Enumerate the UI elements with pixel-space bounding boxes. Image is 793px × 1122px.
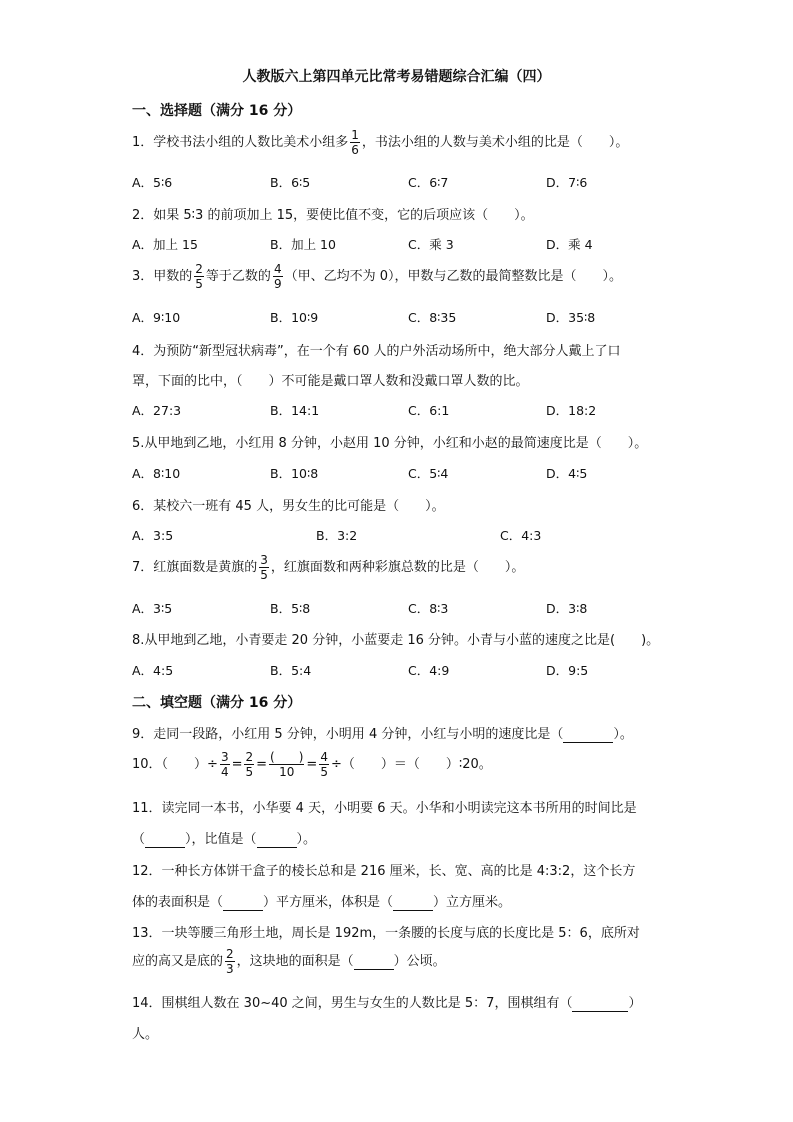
question-14-line-1: 14．围棋组人数在 30~40 之间，男生与女生的人数比是 5：7，围棋组有（ ） bbox=[132, 996, 642, 1011]
question-2-options bbox=[132, 235, 692, 253]
option-c[interactable]: C．4:9 bbox=[408, 663, 450, 678]
option-a[interactable]: A．9∶10 bbox=[132, 310, 181, 325]
page-title: 人教版六上第四单元比常考易错题综合汇编（四） bbox=[242, 69, 551, 85]
fraction: $\frac{4}{5}$ bbox=[320, 750, 328, 779]
option-d[interactable]: D．3∶8 bbox=[546, 601, 588, 616]
question-11-line-2: （ ），比值是（ ）。 bbox=[132, 832, 317, 847]
question-3-options bbox=[132, 308, 692, 326]
option-b[interactable]: B．14:1 bbox=[270, 403, 320, 418]
option-a[interactable]: A．8∶10 bbox=[132, 466, 181, 481]
option-c[interactable]: C．4:3 bbox=[500, 528, 542, 543]
option-d[interactable]: D．乘 4 bbox=[546, 237, 593, 252]
question-1-options bbox=[132, 173, 692, 191]
option-c[interactable]: C．6∶7 bbox=[408, 175, 449, 190]
question-10: 10．（ ）÷ $\frac{3}{4}$ = $\frac{2}{5}$ = $\frac{( )}{10}$ = $\frac{4}{5}$ ÷（ ）＝（ ）∶20。 bbox=[132, 750, 492, 779]
question-2: 2．如果 5∶3 的前项加上 15，要使比值不变，它的后项应该（ ）。 bbox=[132, 208, 534, 223]
answer-blank[interactable] bbox=[145, 832, 185, 848]
option-d[interactable]: D．4∶5 bbox=[546, 466, 588, 481]
question-8: 8.从甲地到乙地，小青要走 20 分钟，小蓝要走 16 分钟。小青与小蓝的速度之比是( )。 bbox=[132, 633, 660, 648]
section-choice-heading: 一、选择题（满分 16 分） bbox=[132, 103, 302, 119]
fraction: $\frac{4}{9}$ bbox=[273, 262, 282, 291]
section-fill-heading: 二、填空题（满分 16 分） bbox=[132, 695, 302, 711]
answer-blank[interactable] bbox=[393, 895, 433, 911]
question-1 bbox=[132, 128, 628, 157]
answer-blank[interactable] bbox=[572, 996, 628, 1012]
question-9: 9．走同一段路，小红用 5 分钟，小明用 4 分钟，小红与小明的速度比是（ ）。 bbox=[132, 727, 633, 742]
option-c[interactable]: C．8∶3 bbox=[408, 601, 449, 616]
option-c[interactable]: C．乘 3 bbox=[408, 237, 454, 252]
fraction: $\frac{2}{5}$ bbox=[195, 262, 203, 291]
question-5-options bbox=[132, 464, 692, 482]
question-13-line-2: 应的高又是底的 $\frac{2}{3}$ ，这块地的面积是（ ）公顷。 bbox=[132, 947, 446, 976]
answer-blank[interactable] bbox=[354, 954, 394, 970]
question-12-line-1: 12．一种长方体饼干盒子的棱长总和是 216 厘米，长、宽、高的比是 4:3:2，这个长方 bbox=[132, 864, 636, 879]
option-a[interactable]: A．3∶5 bbox=[132, 601, 173, 616]
option-b[interactable]: B．6∶5 bbox=[270, 175, 311, 190]
option-b[interactable]: B．3:2 bbox=[316, 528, 358, 543]
option-b[interactable]: B．10∶8 bbox=[270, 466, 319, 481]
option-c[interactable]: C．6:1 bbox=[408, 403, 450, 418]
fraction: $\frac{3}{5}$ bbox=[260, 553, 268, 582]
fraction: $\frac{1}{6}$ bbox=[351, 128, 359, 157]
question-6: 6．某校六一班有 45 人，男女生的比可能是（ ）。 bbox=[132, 499, 445, 514]
question-1-text: 1．学校书法小组的人数比美术小组多 bbox=[132, 135, 349, 150]
question-6-options bbox=[132, 526, 692, 544]
question-12-line-2: 体的表面积是（ ）平方厘米，体积是（ ）立方厘米。 bbox=[132, 895, 512, 910]
option-a[interactable]: A．3:5 bbox=[132, 528, 174, 543]
question-8-options bbox=[132, 661, 692, 679]
question-7-options bbox=[132, 599, 692, 617]
option-d[interactable]: D．35∶8 bbox=[546, 310, 596, 325]
question-11-line-1: 11．读完同一本书，小华要 4 天，小明要 6 天。小华和小明读完这本书所用的时间比是 bbox=[132, 801, 637, 816]
question-7: 7．红旗面数是黄旗的 $\frac{3}{5}$ ，红旗面数和两种彩旗总数的比是（ ）。 bbox=[132, 553, 525, 582]
option-c[interactable]: C．8∶35 bbox=[408, 310, 457, 325]
option-a[interactable]: A．27:3 bbox=[132, 403, 182, 418]
fraction: $\frac{3}{4}$ bbox=[220, 750, 229, 779]
question-1-text-end: ，书法小组的人数与美术小组的比是（ ）。 bbox=[361, 135, 629, 150]
option-d[interactable]: D．18:2 bbox=[546, 403, 597, 418]
fraction: $\frac{2}{5}$ bbox=[245, 750, 254, 779]
question-4-line-2: 罩，下面的比中，（ ）不可能是戴口罩人数和没戴口罩人数的比。 bbox=[132, 374, 529, 389]
question-14-line-2: 人。 bbox=[132, 1027, 159, 1042]
question-3: 3．甲数的 $\frac{2}{5}$ 等于乙数的 $\frac{4}{9}$ （甲、乙均不为 0），甲数与乙数的最简整数比是（ ）。 bbox=[132, 262, 622, 291]
answer-blank[interactable] bbox=[563, 727, 613, 743]
option-a[interactable]: A．4:5 bbox=[132, 663, 174, 678]
question-5: 5.从甲地到乙地，小红用 8 分钟，小赵用 10 分钟，小红和小赵的最简速度比是（ ）。 bbox=[132, 436, 648, 451]
option-b[interactable]: B．5:4 bbox=[270, 663, 312, 678]
option-b[interactable]: B．加上 10 bbox=[270, 237, 336, 252]
option-c[interactable]: C．5∶4 bbox=[408, 466, 449, 481]
question-4-line-1: 4．为预防“新型冠状病毒”，在一个有 60 人的户外活动场所中，绝大部分人戴上了口 bbox=[132, 344, 621, 359]
option-b[interactable]: B．5∶8 bbox=[270, 601, 311, 616]
option-b[interactable]: B．10∶9 bbox=[270, 310, 319, 325]
question-4-options bbox=[132, 401, 692, 419]
option-d[interactable]: D．9:5 bbox=[546, 663, 589, 678]
option-a[interactable]: A．5∶6 bbox=[132, 175, 173, 190]
answer-blank[interactable] bbox=[257, 832, 297, 848]
fraction: $\frac{2}{3}$ bbox=[226, 947, 234, 976]
question-13-line-1: 13．一块等腰三角形土地，周长是 192m，一条腰的长度与底的长度比是 5：6，底所对 bbox=[132, 926, 640, 941]
option-d[interactable]: D．7∶6 bbox=[546, 175, 588, 190]
option-a[interactable]: A．加上 15 bbox=[132, 237, 198, 252]
fraction-blank[interactable]: $\frac{( )}{10}$ bbox=[270, 750, 304, 779]
answer-blank[interactable] bbox=[223, 895, 263, 911]
